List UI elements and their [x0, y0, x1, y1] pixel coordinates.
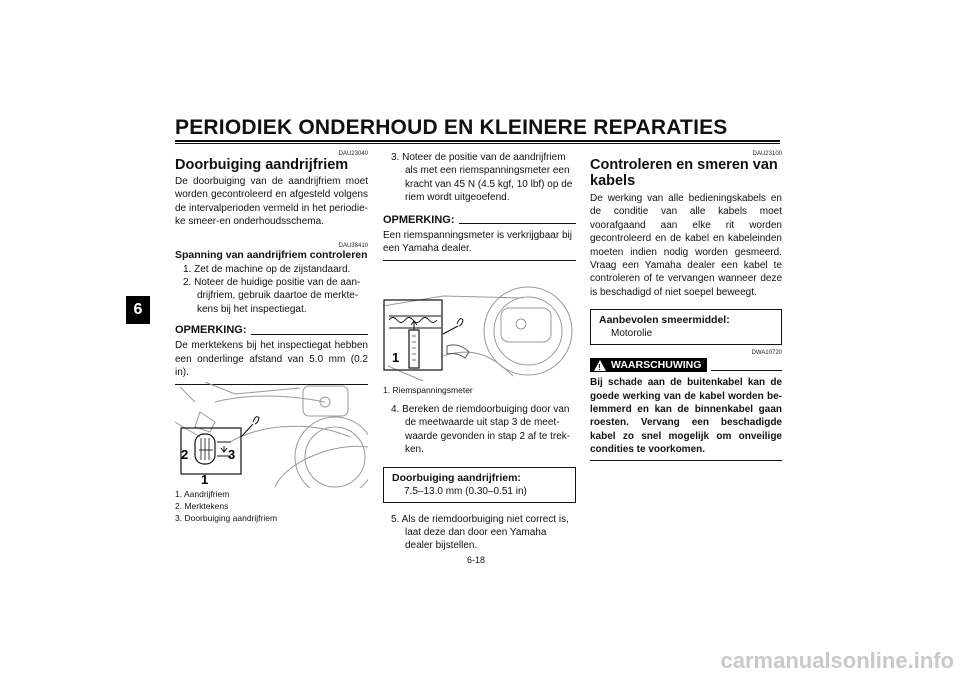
section-intro: De doorbuiging van de aandrijfriem moet worden gecontroleerd en afgesteld volgens de intervalperioden vermeld in het periodieke smeer-en onderhoudsschema.: [175, 176, 368, 228]
spec-value: 7.5–13.0 mm (0.30–0.51 in): [404, 485, 527, 497]
section-heading: Doorbuiging aandrijfriem: [175, 157, 349, 173]
step-3: 3. Noteer de positie van de aandrijfriem als met een riemspanningsmeter een kracht van 45 N (4.5 kgf, 10 lbf) op de riem wordt uitgeoefend.: [391, 152, 573, 204]
note-label-2: OPMERKING:: [383, 213, 455, 226]
warning-end-rule: [590, 460, 782, 461]
page-title: PERIODIEK ONDERHOUD EN KLEINERE REPARATIES: [175, 116, 728, 139]
section-intro-3: De werking van alle bedieningskabels en de conditie van alle kabels moet voorafgaand aan elke rit worden gecontroleerd en de kabel en kabeleinden moeten indien nodig worden gesmeerd. Vraag een Yamaha dealer een kabel te controleren of te vervangen wanneer deze is beschadigd of niet soepel beweegt.: [590, 193, 782, 298]
fig-label-2: 2: [181, 447, 189, 462]
warning-badge: [590, 358, 707, 372]
section-code-3: DAU23100: [752, 151, 782, 157]
title-rule-thin: [175, 143, 780, 144]
note-header: [175, 324, 368, 336]
page-number: 6-18: [467, 555, 486, 565]
chapter-tab: 6: [126, 296, 150, 324]
caption-1: 1. Aandrijfriem: [175, 489, 230, 499]
step-2: 2. Noteer de huidige positie van de aandrijfriem, gebruik daartoe de merktekens bij het inspectiegat.: [183, 277, 361, 315]
watermark-footer: carmanualsonline.info: [720, 648, 954, 673]
section-code: DAU23040: [338, 151, 368, 157]
warning-label: WAARSCHUWING: [611, 359, 702, 372]
column-3: [590, 151, 782, 461]
warning-header: [590, 358, 782, 372]
warning-triangle-icon: !: [594, 360, 606, 371]
note-header-2: [383, 214, 576, 226]
subsection-code: DAU38410: [338, 242, 368, 249]
spec-title: Doorbuiging aandrijfriem:: [392, 471, 521, 484]
column-2: [383, 151, 576, 261]
lubricant-box: [590, 309, 782, 345]
caption-gauge: 1. Riemspanningsmeter: [383, 385, 473, 395]
fig-label-1: 1: [201, 472, 209, 487]
figure-1-captions: [175, 488, 368, 524]
fig-label-3: 3: [228, 447, 236, 462]
step-1: 1. Zet de machine op de zijstandaard.: [183, 263, 351, 275]
step-5: 5. Als de riemdoorbuiging niet correct is, laat deze dan door een Yamaha dealer bijstellen.: [391, 513, 569, 552]
tension-gauge-figure: [383, 286, 576, 384]
warning-code: DWA10720: [751, 350, 782, 357]
fig2-label-1: 1: [392, 350, 400, 365]
section-heading-3: Controleren en smeren van kabels: [590, 157, 778, 189]
note-text: De merktekens bij het inspectiegat hebben een onderlinge afstand van 5.0 mm (0.2 in).: [175, 340, 368, 379]
column-1: [175, 151, 368, 385]
caption-2: 2. Merktekens: [175, 501, 229, 511]
title-rule: [175, 140, 780, 142]
lubricant-title: Aanbevolen smeermiddel:: [599, 314, 730, 327]
caption-3: 3. Doorbuiging aandrijfriem: [175, 513, 278, 523]
lubricant-value: Motorolie: [611, 328, 653, 340]
note-text-2: Een riemspanningsmeter is verkrijgbaar bij een Yamaha dealer.: [383, 229, 572, 255]
note-label: OPMERKING:: [175, 324, 247, 337]
figure-2-captions: [383, 384, 576, 396]
note-end-rule-2: [383, 260, 576, 261]
step-4: 4. Bereken de riemdoorbuiging door van de meetwaarde uit stap 3 de meetwaarde gevonden in stap 2 af te trekken.: [391, 404, 571, 456]
warning-text: Bij schade aan de buitenkabel kan de goede werking van de kabel worden belemmerd en kan de binnenkabel gaan roesten. Vervang een beschadigde kabel zo snel mogelijk om onveilige condities te voorkomen.: [590, 377, 782, 456]
belt-inspection-figure: [175, 382, 368, 488]
column-2-lower: [383, 403, 576, 553]
subsection-heading: Spanning van aandrijfriem controleren: [175, 248, 368, 261]
spec-box: [383, 467, 576, 503]
